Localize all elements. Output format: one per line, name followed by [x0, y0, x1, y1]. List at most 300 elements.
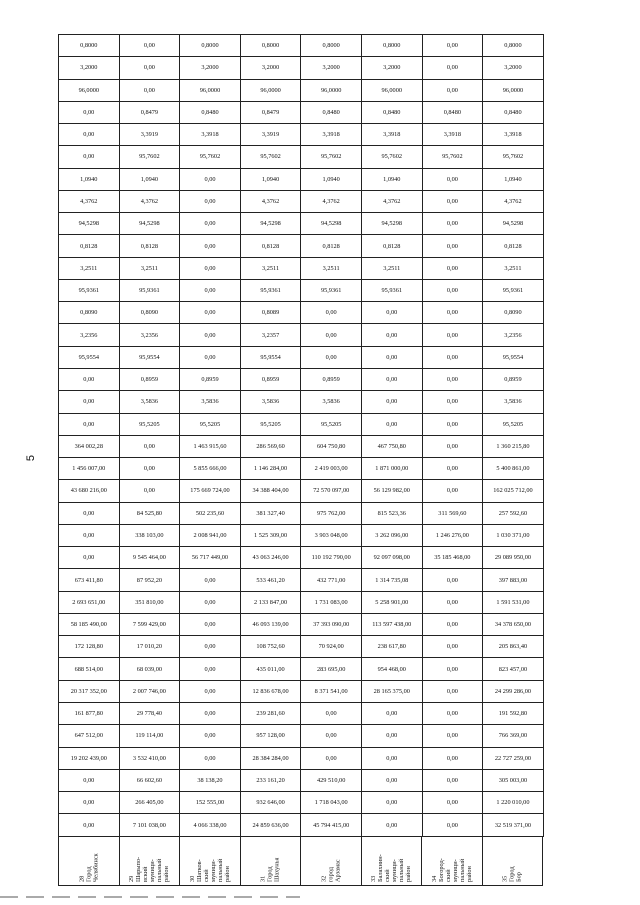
table-cell: 1 456 007,00	[59, 458, 120, 480]
table-cell: 0,8959	[301, 368, 362, 390]
table-cell: 0,00	[119, 35, 180, 57]
table-cell: 94,5298	[59, 213, 120, 235]
table-cell: 0,00	[180, 725, 241, 747]
table-cell: 0,00	[119, 57, 180, 79]
table-cell: 1 146 284,00	[240, 458, 301, 480]
table-cell: 1,0940	[361, 168, 422, 190]
table-cell: 95,9361	[361, 279, 422, 301]
table-cell: 0,00	[361, 725, 422, 747]
table-cell: 0,00	[180, 257, 241, 279]
table-cell: 0,00	[301, 702, 362, 724]
table-cell: 8 371 541,00	[301, 680, 362, 702]
column-header	[120, 837, 181, 885]
table-cell: 0,00	[180, 613, 241, 635]
table-cell: 95,9361	[59, 279, 120, 301]
table-cell: 95,5205	[240, 413, 301, 435]
table-cell: 5 855 666,00	[180, 458, 241, 480]
table-cell: 0,00	[422, 35, 483, 57]
table-cell: 1 220 010,00	[483, 792, 544, 814]
table-cell: 673 411,80	[59, 569, 120, 591]
column-header	[59, 837, 120, 885]
table-cell: 3,3918	[361, 124, 422, 146]
table-cell: 0,00	[422, 702, 483, 724]
table-cell: 95,9361	[119, 279, 180, 301]
table-row	[59, 79, 544, 101]
table-cell: 17 010,20	[119, 636, 180, 658]
table-cell: 0,8479	[119, 101, 180, 123]
table-row	[59, 413, 544, 435]
table-cell: 191 592,80	[483, 702, 544, 724]
table-cell: 84 525,80	[119, 502, 180, 524]
table-row	[59, 324, 544, 346]
table-cell: 119 114,00	[119, 725, 180, 747]
table-cell: 283 695,00	[301, 658, 362, 680]
table-cell: 0,00	[301, 725, 362, 747]
column-header	[180, 837, 241, 885]
table-cell: 3 262 096,00	[361, 524, 422, 546]
table-cell: 87 952,20	[119, 569, 180, 591]
table-cell: 4,3762	[240, 190, 301, 212]
table-cell: 94,5298	[483, 213, 544, 235]
table-cell: 0,00	[59, 368, 120, 390]
table-cell: 0,00	[422, 636, 483, 658]
table-cell: 95,7602	[240, 146, 301, 168]
table-row	[59, 213, 544, 235]
table-cell: 0,00	[180, 591, 241, 613]
table-cell: 95,5205	[301, 413, 362, 435]
table-cell: 338 103,00	[119, 524, 180, 546]
table-cell: 238 617,80	[361, 636, 422, 658]
table-cell: 35 185 468,00	[422, 547, 483, 569]
table-cell: 0,00	[422, 168, 483, 190]
table-cell: 4,3762	[119, 190, 180, 212]
table-cell: 975 762,00	[301, 502, 362, 524]
table-cell: 3,3919	[240, 124, 301, 146]
column-header	[301, 837, 362, 885]
table-cell: 3,3918	[483, 124, 544, 146]
table-cell: 3,3919	[119, 124, 180, 146]
table-cell: 68 039,00	[119, 658, 180, 680]
table-row	[59, 636, 544, 658]
table-cell: 3,2511	[483, 257, 544, 279]
table-cell: 3,2511	[240, 257, 301, 279]
table-cell: 0,00	[422, 346, 483, 368]
table-cell: 95,9554	[59, 346, 120, 368]
table-cell: 12 836 678,00	[240, 680, 301, 702]
table-cell: 3,2000	[483, 57, 544, 79]
table-cell: 0,00	[422, 480, 483, 502]
table-row	[59, 346, 544, 368]
table-cell: 0,00	[301, 747, 362, 769]
table-cell: 20 317 352,00	[59, 680, 120, 702]
table-cell: 0,8128	[301, 235, 362, 257]
table-cell: 4,3762	[361, 190, 422, 212]
table-cell: 0,00	[422, 435, 483, 457]
table-cell: 4,3762	[59, 190, 120, 212]
table-cell: 34 388 404,00	[240, 480, 301, 502]
table-row	[59, 702, 544, 724]
table-cell: 205 863,40	[483, 636, 544, 658]
table-cell: 0,00	[301, 302, 362, 324]
table-cell: 957 128,00	[240, 725, 301, 747]
table-cell: 1 718 043,00	[301, 792, 362, 814]
table-cell: 1,0940	[301, 168, 362, 190]
table-cell: 3,5836	[119, 391, 180, 413]
column-header-label: 33 Балахнин- ский муници- пальный район	[370, 854, 413, 882]
table-cell: 432 771,00	[301, 569, 362, 591]
table-cell: 0,8128	[59, 235, 120, 257]
table-cell: 0,00	[422, 279, 483, 301]
table-row	[59, 458, 544, 480]
table-cell: 0,00	[422, 747, 483, 769]
table-cell: 29 089 950,00	[483, 547, 544, 569]
table-cell: 954 468,00	[361, 658, 422, 680]
table-row	[59, 792, 544, 814]
table-cell: 0,00	[180, 680, 241, 702]
table-cell: 364 002,28	[59, 435, 120, 457]
table-row	[59, 814, 544, 837]
table-cell: 96,0000	[180, 79, 241, 101]
table-cell: 37 393 090,00	[301, 613, 362, 635]
table-cell: 3,5836	[483, 391, 544, 413]
table-cell: 5 400 861,00	[483, 458, 544, 480]
table-cell: 0,00	[361, 391, 422, 413]
table-cell: 172 128,80	[59, 636, 120, 658]
table-cell: 0,00	[422, 79, 483, 101]
table-cell: 72 570 097,00	[301, 480, 362, 502]
table-cell: 3,2356	[483, 324, 544, 346]
table-cell: 0,00	[422, 257, 483, 279]
table-cell: 3,2000	[240, 57, 301, 79]
table-cell: 286 569,60	[240, 435, 301, 457]
table-cell: 0,8089	[240, 302, 301, 324]
table-cell: 3,2511	[59, 257, 120, 279]
table-cell: 24 859 636,00	[240, 814, 301, 837]
table-row	[59, 524, 544, 546]
table-cell: 0,00	[119, 458, 180, 480]
table-cell: 1 463 915,60	[180, 435, 241, 457]
table-cell: 1 360 215,80	[483, 435, 544, 457]
table-cell: 95,7602	[301, 146, 362, 168]
table-cell: 1,0940	[240, 168, 301, 190]
table-cell: 351 810,00	[119, 591, 180, 613]
table-cell: 0,00	[422, 213, 483, 235]
table-cell: 0,00	[422, 368, 483, 390]
table-cell: 0,00	[180, 168, 241, 190]
table-row	[59, 547, 544, 569]
table-cell: 70 924,00	[301, 636, 362, 658]
table-cell: 647 512,00	[59, 725, 120, 747]
table-cell: 688 514,00	[59, 658, 120, 680]
table-cell: 0,00	[59, 124, 120, 146]
table-cell: 96,0000	[483, 79, 544, 101]
table-cell: 95,7602	[119, 146, 180, 168]
table-cell: 3,2000	[361, 57, 422, 79]
table-cell: 0,00	[180, 346, 241, 368]
table-cell: 0,00	[119, 480, 180, 502]
table-cell: 0,00	[119, 79, 180, 101]
table-cell: 0,00	[422, 302, 483, 324]
table-cell: 0,00	[422, 591, 483, 613]
table-row	[59, 124, 544, 146]
table-cell: 0,00	[59, 792, 120, 814]
column-header-label: 30 Шатков- ский муници- пальный район	[188, 858, 231, 882]
table-cell: 7 599 429,00	[119, 613, 180, 635]
table-cell: 96,0000	[240, 79, 301, 101]
table-cell: 96,0000	[59, 79, 120, 101]
table-cell: 0,00	[59, 502, 120, 524]
table-cell: 0,8000	[59, 35, 120, 57]
table-cell: 28 165 375,00	[361, 680, 422, 702]
table-cell: 1 731 083,00	[301, 591, 362, 613]
table-cell: 95,7602	[361, 146, 422, 168]
table-cell: 0,00	[180, 279, 241, 301]
table-cell: 0,00	[180, 702, 241, 724]
table-row	[59, 591, 544, 613]
table-row	[59, 279, 544, 301]
column-header	[483, 837, 543, 885]
table-cell: 1,0940	[119, 168, 180, 190]
table-cell: 0,00	[59, 769, 120, 791]
table-cell: 604 750,80	[301, 435, 362, 457]
table-cell: 0,00	[301, 324, 362, 346]
table-cell: 95,9554	[240, 346, 301, 368]
table-cell: 0,00	[361, 413, 422, 435]
column-header	[422, 837, 483, 885]
table-cell: 257 592,60	[483, 502, 544, 524]
table-cell: 0,8000	[180, 35, 241, 57]
table-cell: 3,2511	[361, 257, 422, 279]
table-cell: 45 794 415,00	[301, 814, 362, 837]
table-cell: 0,00	[422, 792, 483, 814]
table-cell: 0,8959	[240, 368, 301, 390]
table-cell: 95,9361	[240, 279, 301, 301]
table-cell: 0,8090	[59, 302, 120, 324]
table-cell: 95,9361	[301, 279, 362, 301]
table-cell: 3,2356	[59, 324, 120, 346]
table-cell: 110 192 790,00	[301, 547, 362, 569]
table-cell: 95,9554	[119, 346, 180, 368]
table-cell: 2 007 746,00	[119, 680, 180, 702]
table-cell: 3,3918	[301, 124, 362, 146]
table-cell: 0,8959	[180, 368, 241, 390]
table-cell: 467 750,80	[361, 435, 422, 457]
table-cell: 3,3918	[422, 124, 483, 146]
table-cell: 397 883,00	[483, 569, 544, 591]
table-row	[59, 368, 544, 390]
table-cell: 0,00	[361, 769, 422, 791]
table-cell: 0,00	[361, 324, 422, 346]
table-row	[59, 680, 544, 702]
table-cell: 311 569,60	[422, 502, 483, 524]
table-cell: 152 555,00	[180, 792, 241, 814]
table-cell: 3,2000	[180, 57, 241, 79]
table-cell: 0,00	[180, 213, 241, 235]
table-cell: 0,00	[301, 346, 362, 368]
table-cell: 1,0940	[59, 168, 120, 190]
table-cell: 0,8959	[119, 368, 180, 390]
table-cell: 3,5836	[240, 391, 301, 413]
table-cell: 95,7602	[483, 146, 544, 168]
table-row	[59, 35, 544, 57]
table-cell: 3,5836	[180, 391, 241, 413]
table-cell: 3,2511	[119, 257, 180, 279]
table-cell: 0,8480	[180, 101, 241, 123]
column-header-label: 34 Богород- ский муници- пальный район	[430, 858, 473, 882]
table-cell: 32 519 371,00	[483, 814, 544, 837]
scan-artifact-line	[0, 896, 300, 898]
table-cell: 113 597 438,00	[361, 613, 422, 635]
table-cell: 0,00	[59, 524, 120, 546]
table-cell: 0,8480	[301, 101, 362, 123]
table-cell: 66 602,60	[119, 769, 180, 791]
table-cell: 0,00	[361, 702, 422, 724]
column-header-label: 35 Город Бор	[501, 866, 523, 882]
table-row	[59, 480, 544, 502]
data-table	[58, 34, 544, 837]
table-cell: 3 532 410,00	[119, 747, 180, 769]
table-cell: 0,00	[422, 458, 483, 480]
table-cell: 0,8000	[483, 35, 544, 57]
table-row	[59, 725, 544, 747]
table-cell: 19 202 439,00	[59, 747, 120, 769]
table-cell: 5 258 901,00	[361, 591, 422, 613]
column-header-row	[58, 837, 543, 886]
table-cell: 766 369,00	[483, 725, 544, 747]
table-cell: 0,00	[422, 769, 483, 791]
table-cell: 0,00	[422, 57, 483, 79]
table-cell: 0,00	[361, 346, 422, 368]
table-cell: 96,0000	[361, 79, 422, 101]
table-cell: 1 314 735,08	[361, 569, 422, 591]
column-header	[362, 837, 423, 885]
table-cell: 95,5205	[180, 413, 241, 435]
table-cell: 0,00	[59, 814, 120, 837]
table-cell: 43 063 246,00	[240, 547, 301, 569]
table-cell: 533 461,20	[240, 569, 301, 591]
table-cell: 22 727 259,00	[483, 747, 544, 769]
table-cell: 96,0000	[301, 79, 362, 101]
table-cell: 1,0940	[483, 168, 544, 190]
table-cell: 3,5836	[301, 391, 362, 413]
table-cell: 0,00	[361, 792, 422, 814]
table-cell: 4 066 338,00	[180, 814, 241, 837]
column-header	[241, 837, 302, 885]
table-cell: 0,00	[422, 725, 483, 747]
table-cell: 38 138,20	[180, 769, 241, 791]
table-cell: 95,5205	[119, 413, 180, 435]
table-cell: 0,00	[422, 814, 483, 837]
table-cell: 94,5298	[240, 213, 301, 235]
table-cell: 95,9361	[483, 279, 544, 301]
table-cell: 4,3762	[483, 190, 544, 212]
table-cell: 95,5205	[483, 413, 544, 435]
table-cell: 0,00	[119, 435, 180, 457]
column-header-label: 32 город Арзамас	[320, 859, 342, 882]
table-cell: 0,00	[361, 368, 422, 390]
table-cell: 3,2000	[59, 57, 120, 79]
table-cell: 2 133 847,00	[240, 591, 301, 613]
table-cell: 0,8090	[119, 302, 180, 324]
table-cell: 0,00	[180, 324, 241, 346]
table-cell: 0,00	[180, 235, 241, 257]
table-cell: 0,8480	[361, 101, 422, 123]
table-cell: 1 871 000,00	[361, 458, 422, 480]
table-cell: 2 008 941,00	[180, 524, 241, 546]
table-cell: 2 693 651,00	[59, 591, 120, 613]
table-cell: 3 903 048,00	[301, 524, 362, 546]
table-cell: 0,00	[422, 569, 483, 591]
table-cell: 3,3918	[180, 124, 241, 146]
table-cell: 266 405,00	[119, 792, 180, 814]
table-cell: 502 235,60	[180, 502, 241, 524]
table-cell: 95,7602	[180, 146, 241, 168]
table-cell: 9 545 464,00	[119, 547, 180, 569]
table-cell: 34 378 650,00	[483, 613, 544, 635]
table-cell: 0,00	[361, 814, 422, 837]
table-row	[59, 146, 544, 168]
table-cell: 0,00	[180, 658, 241, 680]
table-cell: 0,8479	[240, 101, 301, 123]
table-cell: 0,8128	[240, 235, 301, 257]
column-header-label: 31 Город Шахунья	[259, 857, 281, 882]
table-row	[59, 57, 544, 79]
table-row	[59, 168, 544, 190]
table-cell: 1 246 276,00	[422, 524, 483, 546]
table-cell: 0,00	[180, 190, 241, 212]
table-cell: 0,00	[361, 747, 422, 769]
table-cell: 0,8000	[301, 35, 362, 57]
table-cell: 28 384 284,00	[240, 747, 301, 769]
table-row	[59, 569, 544, 591]
column-header-label: 29 Шарыпо- вский муници- пальный район	[128, 856, 171, 882]
table-cell: 0,8000	[240, 35, 301, 57]
page-number: 5	[25, 454, 38, 462]
table-cell: 92 097 098,00	[361, 547, 422, 569]
column-header-label: 28 Город Челябинск	[78, 853, 100, 882]
table-cell: 0,00	[422, 190, 483, 212]
table-cell: 0,00	[180, 636, 241, 658]
table-cell: 0,8000	[361, 35, 422, 57]
table-row	[59, 658, 544, 680]
table-cell: 1 030 371,00	[483, 524, 544, 546]
table-cell: 0,00	[180, 747, 241, 769]
table-cell: 24 299 286,00	[483, 680, 544, 702]
table-cell: 3,2357	[240, 324, 301, 346]
table-cell: 0,00	[422, 324, 483, 346]
table-cell: 0,8959	[483, 368, 544, 390]
table-cell: 0,00	[59, 413, 120, 435]
table-cell: 0,8480	[422, 101, 483, 123]
table-cell: 2 419 003,00	[301, 458, 362, 480]
table-cell: 429 510,00	[301, 769, 362, 791]
table-cell: 0,8090	[483, 302, 544, 324]
table-cell: 56 717 449,00	[180, 547, 241, 569]
table-row	[59, 502, 544, 524]
table-cell: 0,00	[180, 569, 241, 591]
table-row	[59, 190, 544, 212]
table-cell: 29 778,40	[119, 702, 180, 724]
table-cell: 94,5298	[361, 213, 422, 235]
table-cell: 0,00	[422, 658, 483, 680]
table-cell: 1 525 309,00	[240, 524, 301, 546]
table-row	[59, 613, 544, 635]
table-cell: 0,00	[59, 547, 120, 569]
table-cell: 58 185 490,00	[59, 613, 120, 635]
table-cell: 95,9554	[483, 346, 544, 368]
table-cell: 3,2356	[119, 324, 180, 346]
table-cell: 823 457,00	[483, 658, 544, 680]
